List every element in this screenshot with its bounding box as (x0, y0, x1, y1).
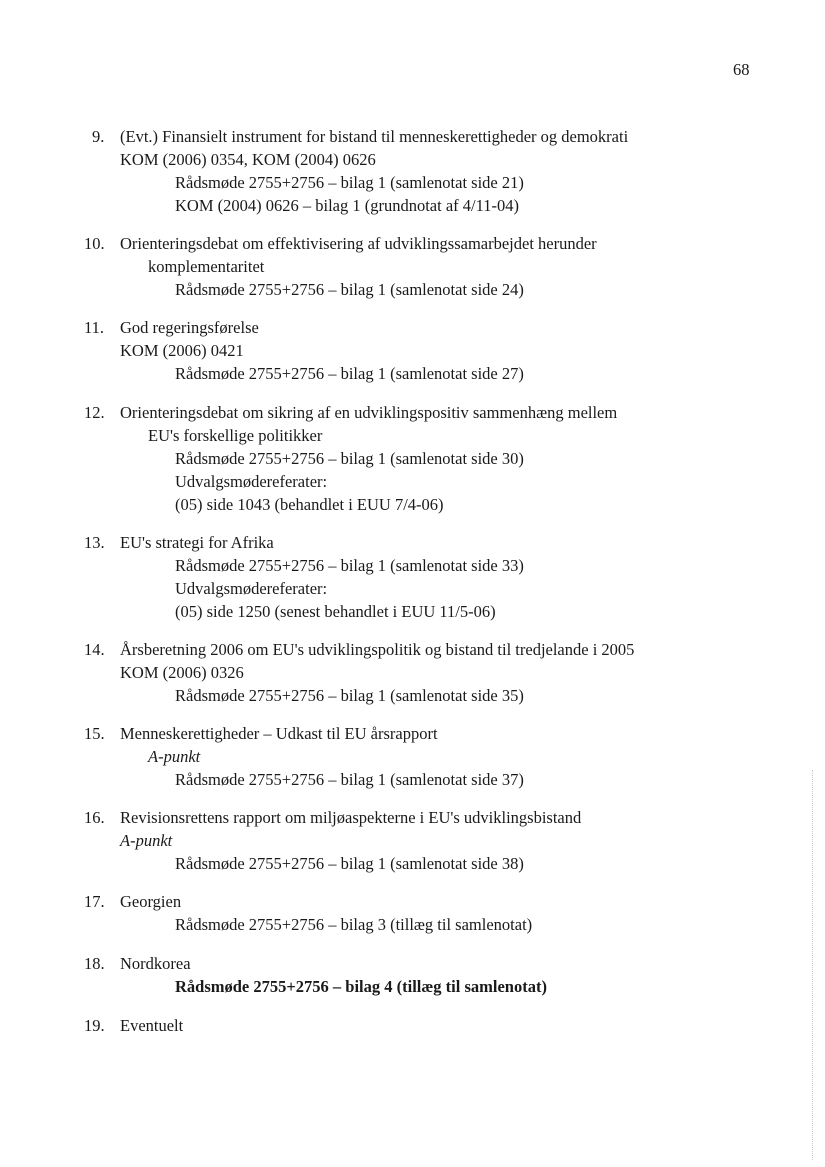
reference-line: Rådsmøde 2755+2756 – bilag 1 (samlenotat side 30) (175, 449, 524, 468)
a-punkt-label: A-punkt (148, 747, 201, 766)
item-number: 9. (92, 127, 105, 146)
reference-line: Rådsmøde 2755+2756 – bilag 1 (samlenotat side 21) (175, 173, 524, 192)
reference-line: komplementaritet (148, 257, 265, 276)
reference-line: Rådsmøde 2755+2756 – bilag 1 (samlenotat side 27) (175, 364, 524, 383)
a-punkt-label: A-punkt (120, 831, 173, 850)
reference-line: Rådsmøde 2755+2756 – bilag 3 (tillæg til samlenotat) (175, 915, 533, 934)
item-number: 17. (84, 892, 105, 911)
reference-line: KOM (2006) 0326 (120, 663, 244, 682)
item-title: Orienteringsdebat om sikring af en udviklingspositiv sammenhæng mellem (120, 403, 618, 422)
item-number: 12. (84, 403, 105, 422)
item-number: 10. (84, 234, 105, 253)
reference-line: Rådsmøde 2755+2756 – bilag 4 (tillæg til samlenotat) (175, 977, 547, 996)
item-number: 13. (84, 533, 105, 552)
item-number: 19. (84, 1016, 105, 1035)
item-number: 18. (84, 954, 105, 973)
reference-line: KOM (2006) 0421 (120, 341, 244, 360)
reference-line: KOM (2006) 0354, KOM (2004) 0626 (120, 150, 376, 169)
item-title: (Evt.) Finansielt instrument for bistand til menneskerettigheder og demokrati (120, 127, 629, 146)
item-number: 15. (84, 724, 105, 743)
reference-line: Udvalgsmødereferater: (175, 472, 328, 491)
reference-line: Rådsmøde 2755+2756 – bilag 1 (samlenotat side 35) (175, 686, 524, 705)
page-number: 68 (733, 60, 750, 79)
item-title: God regeringsførelse (120, 318, 259, 337)
reference-line: Rådsmøde 2755+2756 – bilag 1 (samlenotat side 37) (175, 770, 524, 789)
item-title: Georgien (120, 892, 182, 911)
reference-line: Rådsmøde 2755+2756 – bilag 1 (samlenotat side 33) (175, 556, 524, 575)
item-title: Eventuelt (120, 1016, 184, 1035)
scan-edge-artifact (812, 770, 814, 1160)
reference-line: EU's forskellige politikker (148, 426, 323, 445)
item-title: Nordkorea (120, 954, 191, 973)
reference-line: (05) side 1250 (senest behandlet i EUU 11/5-06) (175, 602, 496, 621)
reference-line: (05) side 1043 (behandlet i EUU 7/4-06) (175, 495, 444, 514)
reference-line: Rådsmøde 2755+2756 – bilag 1 (samlenotat side 24) (175, 280, 524, 299)
item-number: 14. (84, 640, 105, 659)
reference-line: KOM (2004) 0626 – bilag 1 (grundnotat af 4/11-04) (175, 196, 519, 215)
item-title: Orienteringsdebat om effektivisering af udviklingssamarbejdet herunder (120, 234, 597, 253)
item-title: Årsberetning 2006 om EU's udviklingspolitik og bistand til tredjelande i 2005 (120, 640, 635, 659)
reference-line: Udvalgsmødereferater: (175, 579, 328, 598)
item-title: Menneskerettigheder – Udkast til EU årsrapport (120, 724, 438, 743)
item-title: Revisionsrettens rapport om miljøaspekterne i EU's udviklingsbistand (120, 808, 582, 827)
item-title: EU's strategi for Afrika (120, 533, 274, 552)
item-number: 16. (84, 808, 105, 827)
item-number: 11. (84, 318, 105, 337)
reference-line: Rådsmøde 2755+2756 – bilag 1 (samlenotat side 38) (175, 854, 524, 873)
